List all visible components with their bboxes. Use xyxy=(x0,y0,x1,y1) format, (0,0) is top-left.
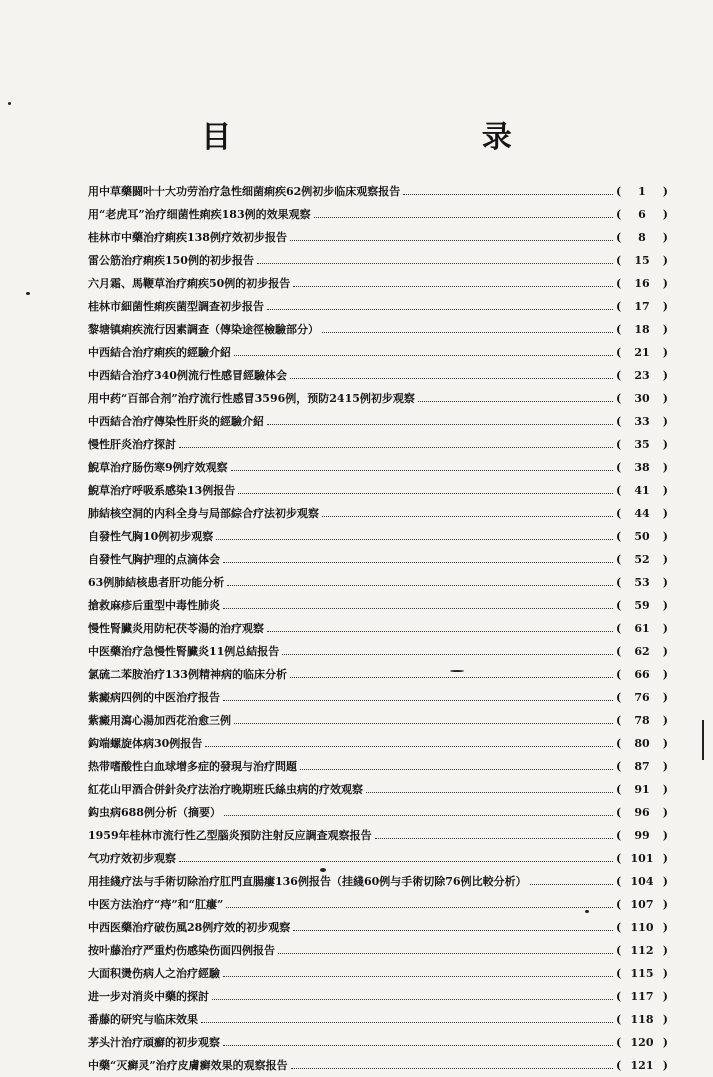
toc-entry xyxy=(88,479,668,502)
page-number: 17 xyxy=(634,300,650,313)
toc-entry-title: 用中药“百部合剂”治疗流行性感冒3596例，预防2415例初步观察 xyxy=(88,392,415,405)
toc-entry-page: ( 110 ) xyxy=(616,916,668,939)
scan-speck xyxy=(450,670,464,672)
toc-entry xyxy=(88,962,668,985)
toc-entry xyxy=(88,502,668,525)
dot-leader xyxy=(201,1021,613,1023)
toc-entry-page: ( 66 ) xyxy=(616,663,668,686)
dot-leader xyxy=(290,377,613,379)
dot-leader xyxy=(238,492,613,494)
toc-entry xyxy=(88,295,668,318)
dot-leader xyxy=(179,860,613,862)
toc-entry xyxy=(88,870,668,893)
toc-entry-page: ( 23 ) xyxy=(616,364,668,387)
page-number: 121 xyxy=(630,1059,654,1072)
dot-leader xyxy=(375,837,613,839)
page-number: 52 xyxy=(634,553,650,566)
toc-entry-page: ( 61 ) xyxy=(616,617,668,640)
page-number: 44 xyxy=(634,507,650,520)
toc-entry-page: ( 121 ) xyxy=(616,1054,668,1077)
toc-entry-page: ( 33 ) xyxy=(616,410,668,433)
toc-entry-title: 鈎端螺旋体病30例报告 xyxy=(88,737,203,750)
page-number: 1 xyxy=(638,185,646,198)
toc-entry xyxy=(88,1031,668,1054)
toc-entry xyxy=(88,1008,668,1031)
toc-entry-title: 热带嗜酸性白血球增多症的發現与治疗問題 xyxy=(88,760,297,773)
toc-entry-page: ( 52 ) xyxy=(616,548,668,571)
toc-entry xyxy=(88,916,668,939)
toc-entry xyxy=(88,1054,668,1077)
toc-entry xyxy=(88,824,668,847)
toc-entry-title: 用“老虎耳”治疗细菌性痢疾183例的效果观察 xyxy=(88,208,311,221)
toc-entry-page: ( 53 ) xyxy=(616,571,668,594)
page-title: 目 录 xyxy=(201,120,632,155)
page-number: 59 xyxy=(634,599,650,612)
dot-leader xyxy=(212,998,613,1000)
page-number: 117 xyxy=(630,990,654,1003)
toc-entry-title: 桂林市細菌性痢疾菌型調查初步报告 xyxy=(88,300,264,313)
toc-entry xyxy=(88,525,668,548)
page-number: 30 xyxy=(634,392,650,405)
page-number: 50 xyxy=(634,530,650,543)
toc-entry xyxy=(88,732,668,755)
toc-entry-page: ( 62 ) xyxy=(616,640,668,663)
toc-entry-page: ( 17 ) xyxy=(616,295,668,318)
toc-entry-page: ( 87 ) xyxy=(616,755,668,778)
toc-entry-page: ( 112 ) xyxy=(616,939,668,962)
dot-leader xyxy=(403,193,613,195)
toc-entry-page: ( 8 ) xyxy=(616,226,668,249)
toc-entry-page: ( 80 ) xyxy=(616,732,668,755)
toc-entry xyxy=(88,410,668,433)
page-number: 87 xyxy=(634,760,650,773)
toc-entry-title: 肺結核空洞的内科全身与局部綜合疗法初步观察 xyxy=(88,507,319,520)
toc-entry-page: ( 96 ) xyxy=(616,801,668,824)
dot-leader xyxy=(267,308,613,310)
page-number: 16 xyxy=(634,277,650,290)
scan-speck xyxy=(585,910,589,913)
page-number: 18 xyxy=(634,323,650,336)
toc-entry-page: ( 107 ) xyxy=(616,893,668,916)
dot-leader xyxy=(234,354,613,356)
toc-entry-title: 紫癜用瀉心湯加西花治愈三例 xyxy=(88,714,231,727)
dot-leader xyxy=(224,814,613,816)
toc-entry-page: ( 38 ) xyxy=(616,456,668,479)
toc-entry xyxy=(88,548,668,571)
toc-entry xyxy=(88,709,668,732)
toc-entry-title: 中西結合治疗痢疾的經驗介紹 xyxy=(88,346,231,359)
page-number: 41 xyxy=(634,484,650,497)
toc-entry-page: ( 117 ) xyxy=(616,985,668,1008)
toc-entry xyxy=(88,686,668,709)
toc-entry xyxy=(88,939,668,962)
toc-entry-title: 中西医藥治疗破伤風28例疗效的初步观察 xyxy=(88,921,291,934)
toc-entry-page: ( 15 ) xyxy=(616,249,668,272)
toc-entry-page: ( 21 ) xyxy=(616,341,668,364)
toc-entry-title: 鯢草治疗肠伤寒9例疗效观察 xyxy=(88,461,228,474)
toc-entry-title: 中医方法治疗“痔”和“肛瘻” xyxy=(88,898,224,911)
dot-leader xyxy=(293,285,613,287)
toc-entry xyxy=(88,801,668,824)
page-number: 33 xyxy=(634,415,650,428)
toc-entry-title: 紅花山甲酒合併針灸疗法治疗晚期班氏絲虫病的疗效观察 xyxy=(88,783,363,796)
dot-leader xyxy=(290,676,613,678)
toc-entry-page: ( 35 ) xyxy=(616,433,668,456)
toc-entry-title: 63例肺結核患者肝功能分析 xyxy=(88,576,225,589)
toc-entry-page: ( 30 ) xyxy=(616,387,668,410)
page-number: 15 xyxy=(634,254,650,267)
scan-speck xyxy=(8,102,11,105)
toc-entry-page: ( 104 ) xyxy=(616,870,668,893)
toc-entry xyxy=(88,571,668,594)
toc-entry-title: 慢性肝炎治疗探討 xyxy=(88,438,176,451)
toc-entry xyxy=(88,778,668,801)
toc-entry xyxy=(88,226,668,249)
page-number: 120 xyxy=(630,1036,654,1049)
toc-entry-page: ( 41 ) xyxy=(616,479,668,502)
scan-speck xyxy=(26,292,30,295)
dot-leader xyxy=(234,722,613,724)
toc-entry xyxy=(88,249,668,272)
toc-entry-title: 1959年桂林市流行性乙型腦炎預防注射反应調查观察报告 xyxy=(88,829,372,842)
toc-entry-page: ( 118 ) xyxy=(616,1008,668,1031)
toc-entry-title: 搶救麻疹后重型中毒性肺炎 xyxy=(88,599,220,612)
toc-entry xyxy=(88,203,668,226)
dot-leader xyxy=(267,630,613,632)
toc-entry-page: ( 1 ) xyxy=(616,180,668,203)
dot-leader xyxy=(530,883,613,885)
toc-entry-title: 中西結合治疗傳染性肝炎的經驗介紹 xyxy=(88,415,264,428)
toc-entry xyxy=(88,318,668,341)
toc-entry-page: ( 6 ) xyxy=(616,203,668,226)
toc-entry xyxy=(88,594,668,617)
toc-entry-page: ( 16 ) xyxy=(616,272,668,295)
dot-leader xyxy=(300,768,613,770)
toc-entry-title: 中医藥治疗急慢性腎臟炎11例总結报告 xyxy=(88,645,280,658)
toc-entry-title: 氯硫二苯胺治疗133例精神病的临床分析 xyxy=(88,668,287,681)
toc-entry xyxy=(88,847,668,870)
toc-entry-title: 雷公筋治疗痢疾150例的初步报告 xyxy=(88,254,254,267)
toc-entry-title: 六月霜、馬鞭草治疗痢疾50例的初步报告 xyxy=(88,277,291,290)
dot-leader xyxy=(223,699,613,701)
toc-entry-title: 用挂綫疗法与手術切除治疗肛門直腸瘻136例报告（挂綫60例与手術切除76例比較分析） xyxy=(88,875,527,888)
toc-entry-page: ( 115 ) xyxy=(616,962,668,985)
toc-entry xyxy=(88,180,668,203)
toc-entry-title: 紫癜病四例的中医治疗报告 xyxy=(88,691,220,704)
toc-entry xyxy=(88,272,668,295)
page-number: 38 xyxy=(634,461,650,474)
scan-speck xyxy=(320,868,326,872)
page-number: 78 xyxy=(634,714,650,727)
toc-entry-page: ( 78 ) xyxy=(616,709,668,732)
page-number: 104 xyxy=(630,875,654,888)
toc-entry-title: 自發性气胸护理的点滴体会 xyxy=(88,553,220,566)
page-number: 21 xyxy=(634,346,650,359)
dot-leader xyxy=(418,400,613,402)
dot-leader xyxy=(223,561,613,563)
toc-entry-title: 鯢草治疗呼吸系感染13例报告 xyxy=(88,484,236,497)
dot-leader xyxy=(291,1067,613,1069)
page-number: 99 xyxy=(634,829,650,842)
page-number: 66 xyxy=(634,668,650,681)
dot-leader xyxy=(278,952,613,954)
toc-entry-page: ( 120 ) xyxy=(616,1031,668,1054)
toc-entry xyxy=(88,755,668,778)
toc-entry-title: 黎塘镇痢疾流行因素調查（傳染途徑檢驗部分） xyxy=(88,323,319,336)
toc-entry xyxy=(88,456,668,479)
page-number: 101 xyxy=(630,852,654,865)
toc-entry-title: 茅头汁治疗頑癬的初步观察 xyxy=(88,1036,220,1049)
page-number: 61 xyxy=(634,622,650,635)
toc-entry-title: 气功疗效初步观察 xyxy=(88,852,176,865)
toc-entry-title: 慢性腎臟炎用防杞茯苓湯的治疗观察 xyxy=(88,622,264,635)
toc-entry-title: 自發性气胸10例初步观察 xyxy=(88,530,214,543)
page-number: 8 xyxy=(638,231,646,244)
dot-leader xyxy=(226,906,613,908)
dot-leader xyxy=(205,745,613,747)
page-number: 110 xyxy=(630,921,654,934)
toc-entry-title: 中藥“灭癣灵”治疗皮膚癣效果的观察报告 xyxy=(88,1059,288,1072)
dot-leader xyxy=(314,216,613,218)
toc-entry xyxy=(88,364,668,387)
page-number: 76 xyxy=(634,691,650,704)
toc-entry-title: 按叶藤治疗严重灼伤感染伤面四例报告 xyxy=(88,944,275,957)
toc-entry xyxy=(88,640,668,663)
page-number: 91 xyxy=(634,783,650,796)
page-number: 107 xyxy=(630,898,654,911)
dot-leader xyxy=(223,607,613,609)
page-number: 53 xyxy=(634,576,650,589)
dot-leader xyxy=(267,423,613,425)
toc-entry-page: ( 44 ) xyxy=(616,502,668,525)
toc-entry-page: ( 18 ) xyxy=(616,318,668,341)
toc-entry xyxy=(88,387,668,410)
dot-leader xyxy=(322,515,613,517)
dot-leader xyxy=(366,791,613,793)
dot-leader xyxy=(179,446,613,448)
toc-entry-title: 进一步对消炎中藥的探討 xyxy=(88,990,209,1003)
dot-leader xyxy=(282,653,613,655)
page-number: 96 xyxy=(634,806,650,819)
dot-leader xyxy=(227,584,613,586)
dot-leader xyxy=(231,469,613,471)
toc-entry-title: 桂林市中藥治疗痢疾138例疗效初步报告 xyxy=(88,231,287,244)
dot-leader xyxy=(257,262,613,264)
page-number: 80 xyxy=(634,737,650,750)
page-number: 118 xyxy=(630,1013,654,1026)
page-number: 6 xyxy=(638,208,646,221)
toc-entry-page: ( 59 ) xyxy=(616,594,668,617)
page-number: 115 xyxy=(630,967,654,980)
scan-speck xyxy=(702,720,704,760)
page-number: 35 xyxy=(634,438,650,451)
toc-entry-title: 大面积燙伤病人之治疗經驗 xyxy=(88,967,220,980)
table-of-contents xyxy=(88,180,668,1077)
dot-leader xyxy=(322,331,613,333)
toc-entry xyxy=(88,341,668,364)
dot-leader xyxy=(216,538,613,540)
toc-entry-title: 用中草藥闘叶十大功劳治疗急性细菌痢疾62例初步临床观察报告 xyxy=(88,185,401,198)
page-number: 23 xyxy=(634,369,650,382)
toc-entry xyxy=(88,893,668,916)
toc-entry-title: 中西結合治疗340例流行性感冒經驗体会 xyxy=(88,369,287,382)
toc-entry xyxy=(88,985,668,1008)
dot-leader xyxy=(290,239,613,241)
page-number: 62 xyxy=(634,645,650,658)
toc-entry xyxy=(88,617,668,640)
toc-entry xyxy=(88,433,668,456)
toc-entry-title: 鈎虫病688例分析（摘要） xyxy=(88,806,221,819)
toc-entry-page: ( 91 ) xyxy=(616,778,668,801)
toc-entry-page: ( 50 ) xyxy=(616,525,668,548)
toc-entry-title: 番藤的研究与临床效果 xyxy=(88,1013,198,1026)
toc-entry-page: ( 99 ) xyxy=(616,824,668,847)
toc-entry xyxy=(88,663,668,686)
toc-entry-page: ( 76 ) xyxy=(616,686,668,709)
toc-entry-page: ( 101 ) xyxy=(616,847,668,870)
page-number: 112 xyxy=(630,944,654,957)
dot-leader xyxy=(293,929,613,931)
dot-leader xyxy=(223,1044,613,1046)
dot-leader xyxy=(223,975,613,977)
